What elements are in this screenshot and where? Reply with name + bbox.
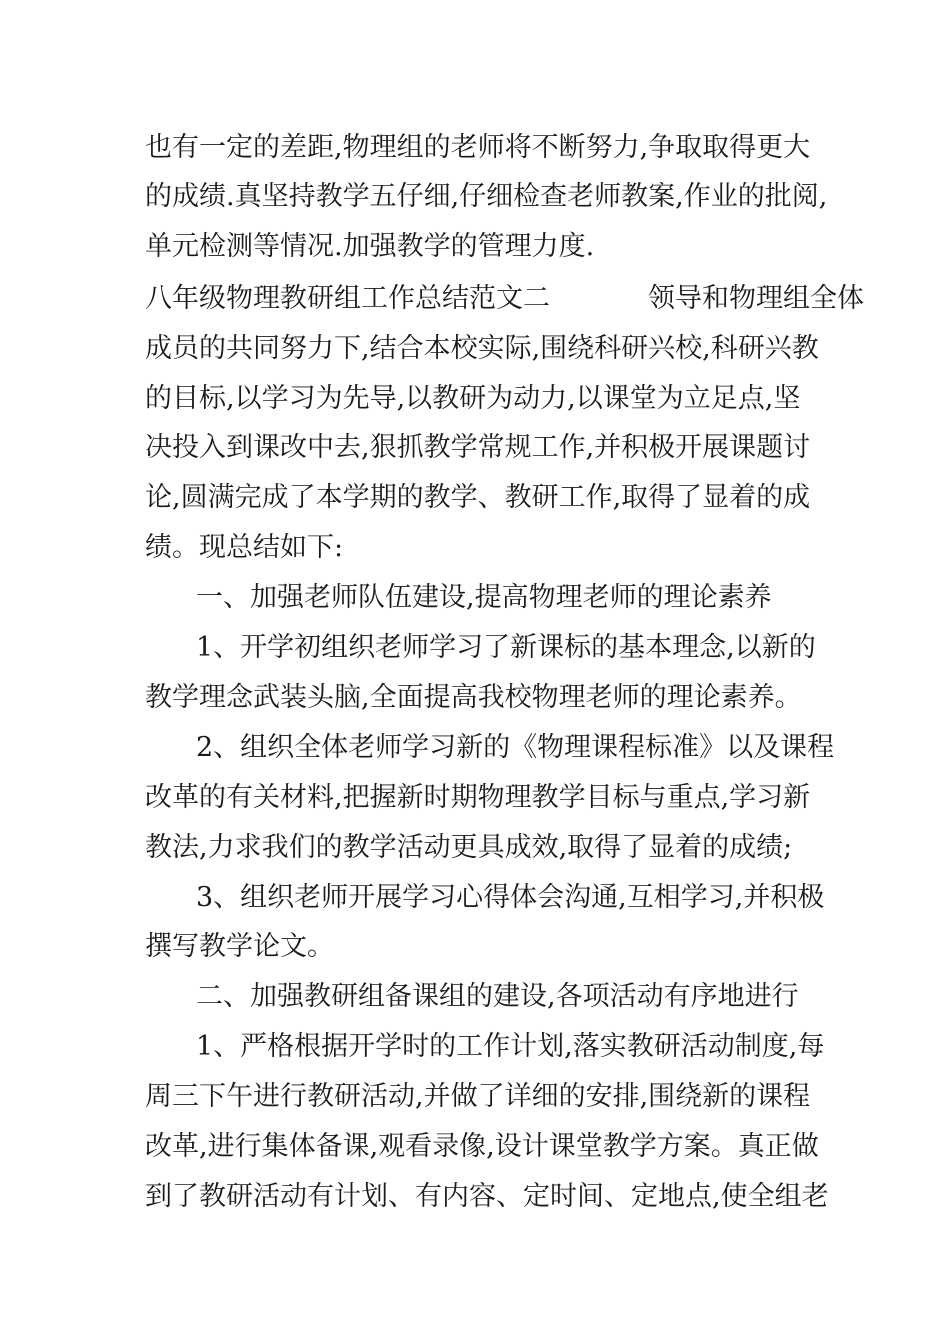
paragraph-line: 论,圆满完成了本学期的教学、教研工作,取得了显着的成	[145, 482, 811, 513]
paragraph-line: 的成绩.真坚持教学五仔细,仔细检查老师教案,作业的批阅,	[145, 181, 828, 212]
paragraph-line: 到了教研活动有计划、有内容、定时间、定地点,使全组老	[145, 1181, 829, 1212]
paragraph-line: 周三下午进行教研活动,并做了详细的安排,围绕新的课程	[145, 1081, 811, 1112]
paragraph-line: 也有一定的差距,物理组的老师将不断努力,争取取得更大	[145, 132, 811, 163]
list-item-line: 3、组织老师开展学习心得体会沟通,互相学习,并积极	[196, 882, 825, 913]
paragraph-line: 绩。现总结如下:	[145, 532, 344, 563]
list-item-line: 1、严格根据开学时的工作计划,落实教研活动制度,每	[196, 1031, 825, 1062]
paragraph-line: 单元检测等情况.加强教学的管理力度.	[145, 231, 595, 262]
paragraph-line: 教法,力求我们的教学活动更具成效,取得了显着的成绩;	[145, 832, 793, 863]
paragraph-line: 教学理念武装头脑,全面提高我校物理老师的理论素养。	[145, 682, 802, 713]
paragraph-line: 撰写教学论文。	[145, 931, 334, 962]
section-heading-line	[145, 283, 864, 315]
paragraph-line: 改革,进行集体备课,观看录像,设计课堂教学方案。真正做	[145, 1131, 819, 1162]
paragraph-fragment: 领导和物理组全体	[648, 283, 864, 314]
section-heading: 一、加强老师队伍建设,提高物理老师的理论素养	[196, 582, 772, 613]
paragraph-line: 的目标,以学习为先导,以教研为动力,以课堂为立足点,坚	[145, 383, 801, 414]
section-heading: 二、加强教研组备课组的建设,各项活动有序地进行	[196, 981, 799, 1012]
paragraph-line: 成员的共同努力下,结合本校实际,围绕科研兴校,科研兴教	[145, 333, 819, 364]
paragraph-line: 改革的有关材料,把握新时期物理教学目标与重点,学习新	[145, 782, 811, 813]
paragraph-line: 决投入到课改中去,狠抓教学常规工作,并积极开展课题讨	[145, 432, 811, 463]
document-title: 八年级物理教研组工作总结范文二	[145, 283, 550, 314]
list-item-line: 2、组织全体老师学习新的《物理课程标准》以及课程	[196, 732, 835, 763]
list-item-line: 1、开学初组织老师学习了新课标的基本理念,以新的	[196, 632, 816, 663]
